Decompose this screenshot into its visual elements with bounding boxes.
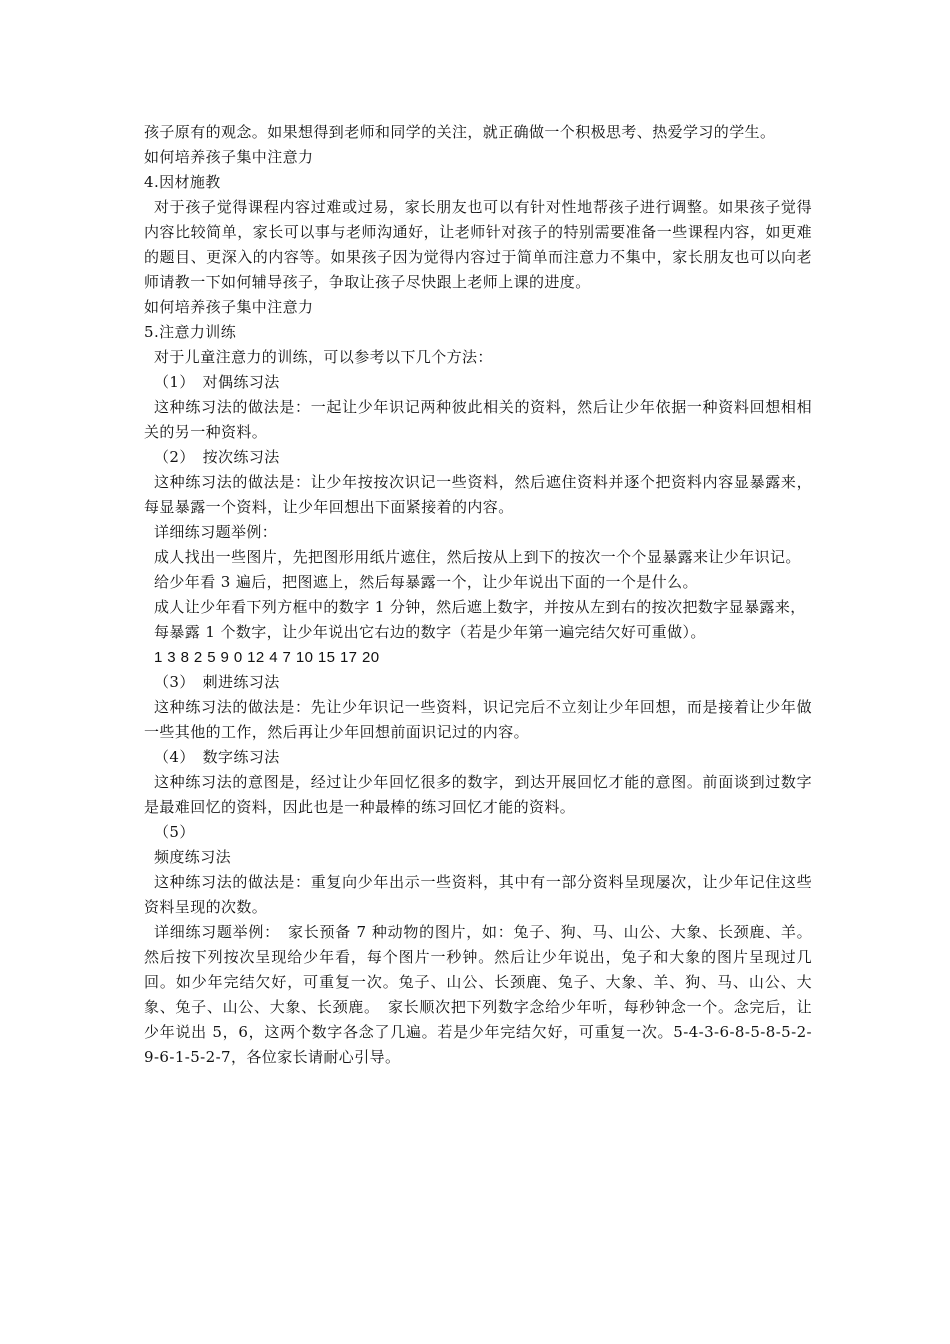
paragraph: 这种练习法的做法是：重复向少年出示一些资料，其中有一部分资料呈现屡次，让少年记住这些资料呈现的次数。 — [144, 873, 812, 916]
paragraph-continuation: 孩子原有的观念。如果想得到老师和同学的关注，就正确做一个积极思考、热爱学习的学生。 — [144, 123, 776, 141]
number-sequence: 1 3 8 2 5 9 0 12 4 7 10 15 17 20 — [154, 649, 380, 666]
paragraph: 对于儿童注意力的训练，可以参考以下几个方法： — [154, 348, 493, 366]
paragraph: 成人找出一些图片，先把图形用纸片遮住，然后按从上到下的按次一个个显暴露来让少年识记。 — [154, 548, 801, 566]
paragraph: 对于孩子觉得课程内容过难或过易，家长朋友也可以有针对性地帮孩子进行调整。如果孩子觉得内容比较简单，家长可以事与老师沟通好，让老师针对孩子的特别需要准备一些课程内容，如更难的题目、更深入的内容等。如果孩子因为觉得内容过于简单而注意力不集中，家长朋友也可以向老师请教一下如何辅导孩子，争取让孩子尽快跟上老师上课的进度。 — [144, 198, 812, 291]
paragraph: 详细练习题举例： — [154, 523, 278, 541]
paragraph: 这种练习法的意图是，经过让少年回忆很多的数字，到达开展回忆才能的意图。前面谈到过数字是最难回忆的资料，因此也是一种最棒的练习回忆才能的资料。 — [144, 773, 812, 816]
subsection-heading-5: 5.注意力训练 — [144, 323, 237, 341]
paragraph: 这种练习法的做法是：一起让少年识记两种彼此相关的资料，然后让少年依据一种资料回想相相关的另一种资料。 — [144, 398, 812, 441]
method-heading-5-number: （5） — [154, 823, 195, 841]
section-heading: 如何培养孩子集中注意力 — [144, 298, 314, 316]
subsection-heading-4: 4.因材施教 — [144, 173, 221, 191]
paragraph: 这种练习法的做法是：先让少年识记一些资料，识记完后不立刻让少年回想，而是接着让少年做一些其他的工作，然后再让少年回想前面识记过的内容。 — [144, 698, 812, 741]
method-heading-2: （2） 按次练习法 — [154, 448, 280, 466]
method-heading-5-title: 频度练习法 — [154, 848, 232, 866]
paragraph: 成人让少年看下列方框中的数字 1 分钟，然后遮上数字，并按从左到右的按次把数字显暴露来， — [154, 598, 806, 616]
paragraph: 这种练习法的做法是：让少年按按次识记一些资料，然后遮住资料并逐个把资料内容显暴露来，每显暴露一个资料，让少年回想出下面紧接着的内容。 — [144, 473, 812, 516]
paragraph: 详细练习题举例： 家长预备 7 种动物的图片，如：兔子、狗、马、山公、大象、长颈鹿、羊。然后按下列按次呈现给少年看，每个图片一秒钟。然后让少年说出，兔子和大象的图片呈现过几回。如少年完结欠好，可重复一次。兔子、山公、长颈鹿、兔子、大象、羊、狗、马、山公、大象、兔子、山公、大象、长颈鹿。 家长顺次把下列数字念给少年听，每秒钟念一个。念完后，让少年说出 5，6，这两个数字各念了几遍。若是少年完结欠好，可重复一次。5-4-3-6-8-5-8-5-2-9-6-1-5-2-7，各位家长请耐心引导。 — [144, 923, 812, 1066]
paragraph: 给少年看 3 遍后，把图遮上，然后每暴露一个，让少年说出下面的一个是什么。 — [154, 573, 698, 591]
document-body — [144, 120, 812, 1070]
method-heading-4: （4） 数字练习法 — [154, 748, 280, 766]
paragraph: 每暴露 1 个数字，让少年说出它右边的数字（若是少年第一遍完结欠好可重做）。 — [154, 623, 706, 641]
method-heading-3: （3） 刺进练习法 — [154, 673, 280, 691]
method-heading-1: （1） 对偶练习法 — [154, 373, 280, 391]
section-heading: 如何培养孩子集中注意力 — [144, 148, 314, 166]
